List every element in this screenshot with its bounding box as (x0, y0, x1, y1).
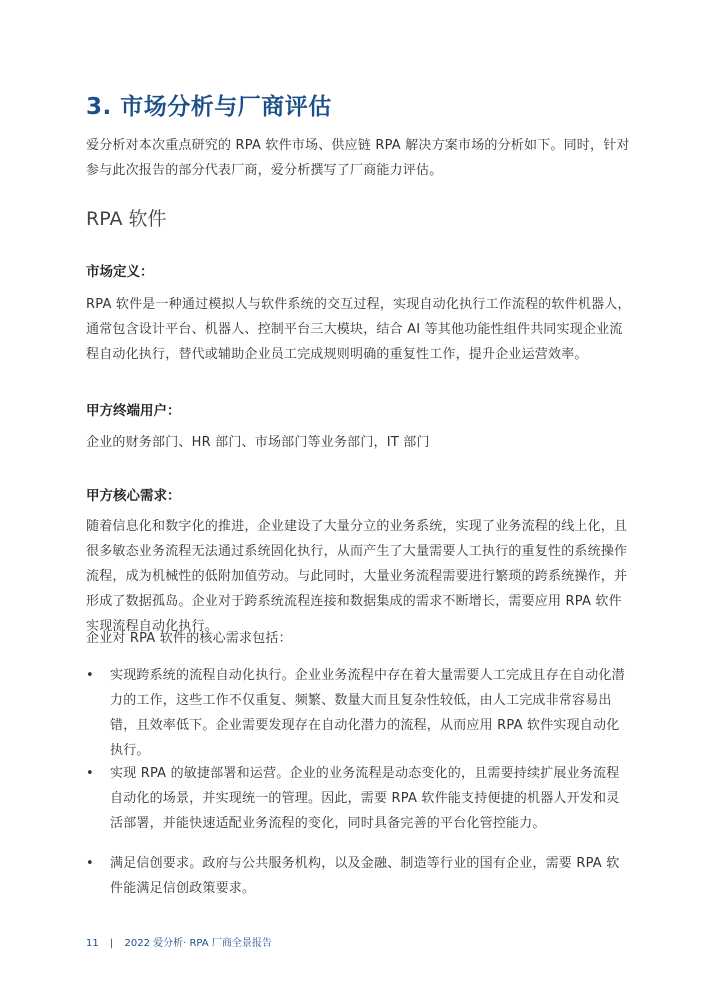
section-title: 3. 市场分析与厂商评估 (86, 94, 332, 120)
bullet-text: 实现跨系统的流程自动化执行。企业业务流程中存在着大量需要人工完成且存在自动化潜力的工作，这些工作不仅重复、频繁、数量大而且复杂性较低，由人工完成非常容易出错，且效率低下。企业需要发现存在自动化潜力的流程，从而应用 RPA 软件实现自动化执行。 (110, 668, 625, 758)
subsection-title: RPA 软件 (86, 208, 167, 230)
market-definition-label: 市场定义： (86, 264, 154, 280)
bullet-text: 满足信创要求。政府与公共服务机构，以及金融、制造等行业的国有企业，需要 RPA 软件能满足信创政策要求。 (110, 856, 620, 896)
bullet-text: 实现 RPA 的敏捷部署和运营。企业的业务流程是动态变化的，且需要持续扩展业务流程自动化的场景，并实现统一的管理。因此，需要 RPA 软件能支持便捷的机器人开发和灵活部署，并能快速适配业务流程的变化，同时具备完善的平台化管控能力。 (110, 766, 620, 831)
core-needs-lead: 企业对 RPA 软件的核心需求包括： (86, 631, 292, 646)
market-definition-text: RPA 软件是一种通过模拟人与软件系统的交互过程，实现自动化执行工作流程的软件机器人，通常包含设计平台、机器人、控制平台三大模块，结合 AI 等其他功能性组件共同实现企业流程自动化执行，替代或辅助企业员工完成规则明确的重复性工作，提升企业运营效率。 (86, 297, 631, 362)
bullet-icon: • (86, 668, 94, 683)
page-footer (86, 934, 272, 949)
bullet-icon: • (86, 856, 94, 871)
footer-separator: | (109, 938, 114, 949)
core-needs-label: 甲方核心需求： (86, 488, 181, 504)
core-needs-text: 随着信息化和数字化的推进，企业建设了大量分立的业务系统，实现了业务流程的线上化，且很多敏态业务流程无法通过系统固化执行，从而产生了大量需要人工执行的重复性的系统操作流程，成为机械性的低附加值劳动。与此同时，大量业务流程需要进行繁琐的跨系统操作，并形成了数据孤岛。企业对于跨系统流程连接和数据集成的需求不断增长，需要应用 RPA 软件实现流程自动化执行。 (86, 519, 628, 634)
intro-paragraph: 爱分析对本次重点研究的 RPA 软件市场、供应链 RPA 解决方案市场的分析如下。同时，针对参与此次报告的部分代表厂商，爱分析撰写了厂商能力评估。 (86, 138, 630, 178)
end-users-label: 甲方终端用户： (86, 403, 181, 419)
footer-report-title: 2022 爱分析· RPA 厂商全景报告 (124, 938, 272, 949)
page-number: 11 (86, 938, 99, 949)
bullet-icon: • (86, 766, 94, 781)
end-users-text: 企业的财务部门、HR 部门、市场部门等业务部门，IT 部门 (86, 435, 430, 450)
